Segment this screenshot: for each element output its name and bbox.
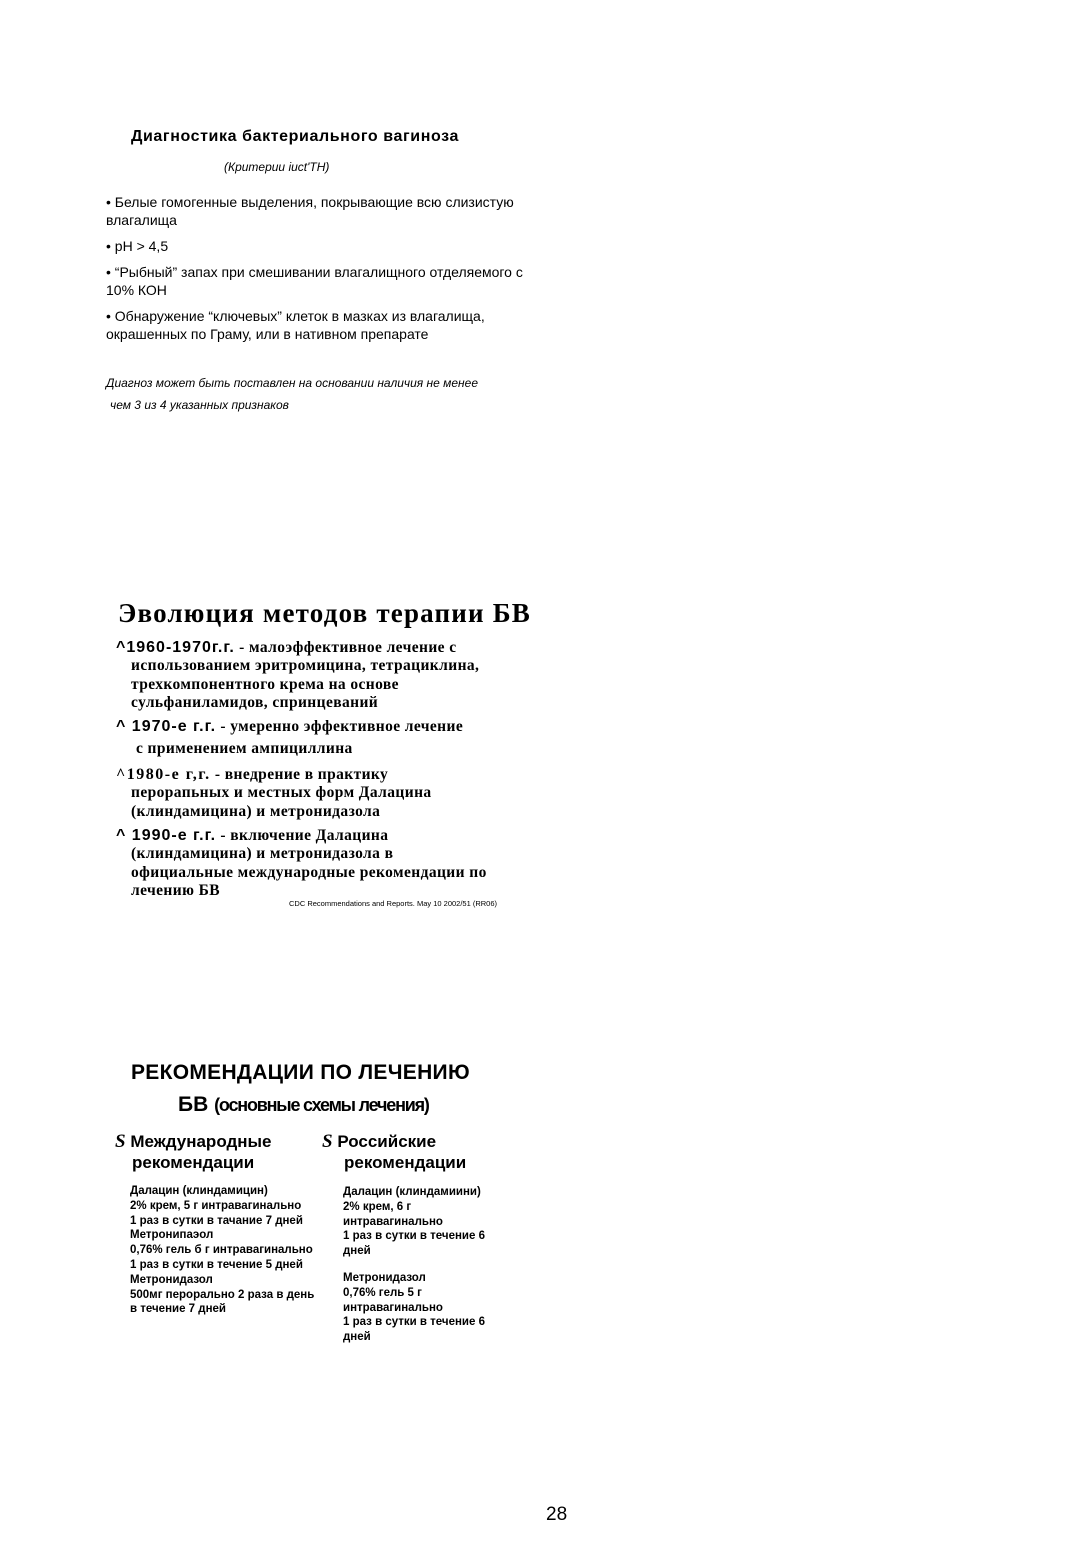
regimen-line: Далацин (клиндамицин) — [130, 1185, 268, 1197]
check-mark-icon: S — [115, 1131, 126, 1152]
evolution-period: ^ 1970-е г.г. — [116, 718, 217, 735]
evolution-desc: трехкомпонентного крема на основе — [131, 675, 399, 693]
international-heading-label: рекомендации — [132, 1153, 255, 1172]
russian-regimens — [343, 1185, 513, 1345]
evolution-title: Эволюция методов терапии БВ — [118, 598, 532, 628]
russian-heading-label: рекомендации — [344, 1153, 467, 1172]
evolution-item — [116, 639, 536, 712]
diagnosis-note: чем 3 из 4 указанных признаков — [110, 398, 289, 412]
evolution-desc: лечению БВ — [131, 881, 220, 899]
criterion-item: • pH > 4,5 — [106, 238, 169, 254]
diagnosis-note: Диагноз может быть поставлен на основании наличия не менее — [106, 376, 479, 390]
evolution-desc: - малоэффективное лечение с — [234, 639, 457, 656]
regimen-line: 2% крем, 6 г — [343, 1200, 412, 1213]
evolution-desc: сульфаниламидов, спринцеваний — [131, 693, 379, 711]
regimen-line: 1 раз в сутки в тачание 7 дней — [130, 1214, 303, 1227]
regimen-line: 1 раз в сутки в течение 6 — [343, 1230, 485, 1243]
regimen-line: 1 раз в сутки в течение 5 дней — [130, 1258, 303, 1271]
criterion-item: • Обнаружение “ключевых” клеток в мазках из влагалища, окрашенных по Граму, или в нативном препарате — [106, 308, 485, 342]
international-heading-label: Международные — [130, 1132, 272, 1151]
criterion-item: • Белые гомогенные выделения, покрывающие всю слизистую влагалища — [106, 194, 514, 228]
evolution-period: ^1980-е г,г. — [116, 766, 211, 783]
recommendations-title: РЕКОМЕНДАЦИИ ПО ЛЕЧЕНИЮ — [131, 1061, 470, 1084]
diagnosis-subtitle: (Критерии iuct'TH) — [224, 160, 330, 174]
regimen-line: Далацин (клиндамиини) — [343, 1186, 481, 1198]
russian-heading — [322, 1131, 466, 1173]
evolution-item — [116, 766, 536, 821]
regimen-line: Метронидазол — [343, 1271, 426, 1284]
russian-heading-label: Российские — [337, 1132, 437, 1151]
evolution-desc: с применением ампициллина — [136, 740, 353, 758]
recommendations-subtitle-sub: (основные схемы лечения) — [214, 1095, 429, 1115]
recommendations-subtitle-main: БВ — [178, 1093, 209, 1116]
evolution-desc: использованием эритромицина, тетрациклина, — [131, 657, 480, 675]
evolution-desc: перорапьных и местных форм Далацина — [131, 784, 432, 802]
evolution-item — [116, 827, 536, 900]
evolution-period: ^ 1990-е г.г. — [116, 827, 217, 844]
regimen-line: интравагинально — [343, 1301, 443, 1314]
regimen-line: Метронипаэол — [130, 1229, 214, 1242]
evolution-desc: - включение Далацина — [216, 827, 389, 844]
regimen-line: интравагинально — [343, 1215, 443, 1228]
regimen-line: 0,76% гель 5 г — [343, 1286, 422, 1299]
regimen-line: 2% крем, 5 г интравагинально — [130, 1199, 302, 1212]
page-number: 28 — [546, 1504, 568, 1525]
evolution-item — [116, 718, 536, 759]
international-regimens — [130, 1184, 340, 1317]
source-citation: CDC Recommendations and Reports. May 10 2002/51 (RR06) — [289, 899, 498, 908]
check-mark-icon: S — [322, 1131, 333, 1152]
evolution-desc: официальные международные рекомендации по — [131, 863, 487, 881]
evolution-desc: (клиндамицина) и метронидазола — [131, 802, 381, 820]
evolution-desc: - внедрение в практику — [210, 766, 389, 783]
evolution-desc: (клиндамицина) и метронидазола в — [131, 845, 394, 863]
criterion-item: • “Рыбный” запах при смешивании влагалищного отделяемого с 10% КОН — [106, 264, 523, 298]
recommendations-subtitle — [178, 1093, 429, 1117]
regimen-line: в течение 7 дней — [130, 1303, 226, 1316]
evolution-desc: - умеренно эффективное лечение — [216, 718, 464, 735]
regimen-line: 0,76% гель б г интравагинально — [130, 1244, 313, 1257]
regimen-line: Метронидазол — [130, 1273, 213, 1286]
evolution-period: ^1960-1970г.г. — [116, 639, 235, 656]
diagnosis-title: Диагностика бактериального вагиноза — [131, 128, 459, 145]
regimen-line: 1 раз в сутки в течение 6 — [343, 1316, 485, 1329]
regimen-line: дней — [343, 1331, 371, 1344]
regimen-line: 500мг перорально 2 раза в день — [130, 1288, 315, 1301]
international-heading — [115, 1131, 272, 1173]
regimen-line: дней — [343, 1245, 371, 1258]
